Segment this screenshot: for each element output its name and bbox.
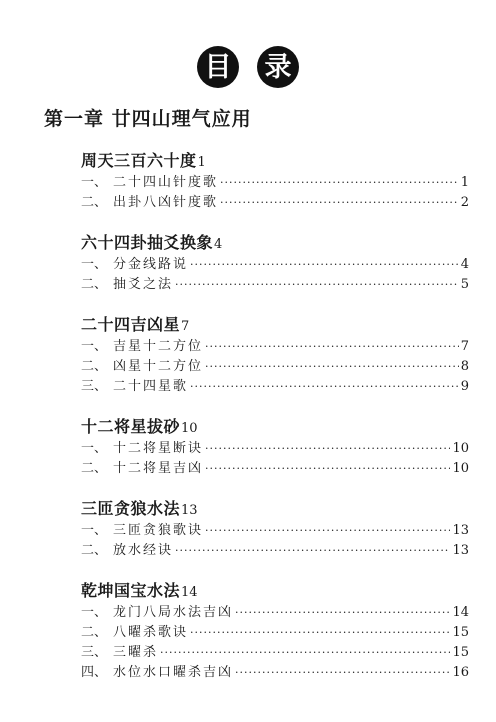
dot-leader: [175, 278, 459, 291]
dot-leader: [175, 544, 450, 557]
entry-page: 15: [452, 625, 469, 640]
toc-entry: [81, 191, 469, 211]
entry-label: 凶星十二方位: [113, 359, 204, 374]
section-heading: [81, 312, 469, 335]
dot-leader: [220, 176, 459, 189]
section-page: 1: [197, 155, 206, 170]
toc-entry: [81, 253, 469, 273]
toc-section: [81, 148, 469, 211]
entry-number: 二、: [81, 277, 108, 292]
section-title: 六十四卦抽爻换象: [81, 233, 214, 252]
section-heading: [81, 414, 469, 437]
entry-page: 8: [460, 359, 469, 374]
title-char-2: 录: [257, 46, 299, 88]
toc-section: [81, 496, 469, 559]
dot-leader: [205, 524, 450, 537]
entry-number: 三、: [81, 379, 108, 394]
toc-section: [81, 414, 469, 477]
entry-number: 一、: [81, 257, 108, 272]
toc-section: [81, 230, 469, 293]
section-heading: [81, 578, 469, 601]
toc-entry: [81, 171, 469, 191]
entry-label: 出卦八凶针度歌: [113, 195, 219, 210]
entry-number: 二、: [81, 461, 108, 476]
dot-leader: [190, 626, 450, 639]
dot-leader: [160, 646, 450, 659]
entry-number: 一、: [81, 339, 108, 354]
section-title: 乾坤国宝水法: [81, 581, 181, 600]
dot-leader: [205, 340, 459, 353]
entry-page: 16: [452, 665, 469, 680]
section-title: 周天三百六十度: [81, 151, 197, 170]
entry-label: 二十四山针度歌: [113, 175, 219, 190]
dot-leader: [235, 666, 450, 679]
entry-number: 二、: [81, 359, 108, 374]
entry-page: 14: [452, 605, 469, 620]
section-title: 二十四吉凶星: [81, 315, 181, 334]
section-title: 十二将星拔砂: [81, 417, 181, 436]
chapter-heading: 第一章 廿四山理气应用: [44, 108, 252, 130]
section-title: 三匝贪狼水法: [81, 499, 181, 518]
toc-entry: [81, 661, 469, 681]
entry-page: 2: [460, 195, 469, 210]
dot-leader: [235, 606, 450, 619]
entry-number: 一、: [81, 605, 108, 620]
entry-page: 13: [452, 523, 469, 538]
section-heading: [81, 230, 469, 253]
toc-entry: [81, 621, 469, 641]
toc-title: [0, 46, 496, 88]
dot-leader: [205, 442, 450, 455]
section-page: 7: [181, 319, 190, 334]
entry-label: 水位水口曜杀吉凶: [113, 665, 234, 680]
entry-page: 10: [452, 441, 469, 456]
entry-label: 放水经诀: [113, 543, 174, 558]
entry-page: 10: [452, 461, 469, 476]
section-heading: [81, 496, 469, 519]
entry-label: 二十四星歌: [113, 379, 189, 394]
entry-page: 7: [460, 339, 469, 354]
entry-number: 三、: [81, 645, 108, 660]
entry-page: 9: [460, 379, 469, 394]
entry-label: 分金线路说: [113, 257, 189, 272]
section-page: 4: [214, 237, 223, 252]
entry-label: 三曜杀: [113, 645, 159, 660]
entry-page: 4: [460, 257, 469, 272]
entry-number: 二、: [81, 625, 108, 640]
entry-number: 二、: [81, 195, 108, 210]
entry-label: 八曜杀歌诀: [113, 625, 189, 640]
entry-label: 十二将星吉凶: [113, 461, 204, 476]
dot-leader: [190, 380, 459, 393]
entry-number: 一、: [81, 523, 108, 538]
entry-label: 龙门八局水法吉凶: [113, 605, 234, 620]
dot-leader: [220, 196, 459, 209]
entry-page: 13: [452, 543, 469, 558]
section-page: 10: [181, 421, 198, 436]
entry-label: 吉星十二方位: [113, 339, 204, 354]
entry-number: 四、: [81, 665, 108, 680]
toc-sections: [81, 148, 469, 700]
toc-entry: [81, 355, 469, 375]
dot-leader: [205, 462, 450, 475]
entry-number: 一、: [81, 441, 108, 456]
entry-page: 15: [452, 645, 469, 660]
toc-entry: [81, 519, 469, 539]
section-page: 14: [181, 585, 198, 600]
entry-number: 二、: [81, 543, 108, 558]
toc-section: [81, 578, 469, 681]
dot-leader: [190, 258, 459, 271]
toc-entry: [81, 437, 469, 457]
toc-entry: [81, 601, 469, 621]
dot-leader: [205, 360, 459, 373]
toc-entry: [81, 375, 469, 395]
entry-label: 十二将星断诀: [113, 441, 204, 456]
toc-section: [81, 312, 469, 395]
toc-entry: [81, 273, 469, 293]
entry-label: 抽爻之法: [113, 277, 174, 292]
toc-entry: [81, 335, 469, 355]
toc-entry: [81, 457, 469, 477]
entry-page: 5: [460, 277, 469, 292]
title-char-1: 目: [197, 46, 239, 88]
entry-label: 三匝贪狼歌诀: [113, 523, 204, 538]
section-heading: [81, 148, 469, 171]
toc-entry: [81, 641, 469, 661]
section-page: 13: [181, 503, 198, 518]
entry-page: 1: [460, 175, 469, 190]
entry-number: 一、: [81, 175, 108, 190]
toc-entry: [81, 539, 469, 559]
